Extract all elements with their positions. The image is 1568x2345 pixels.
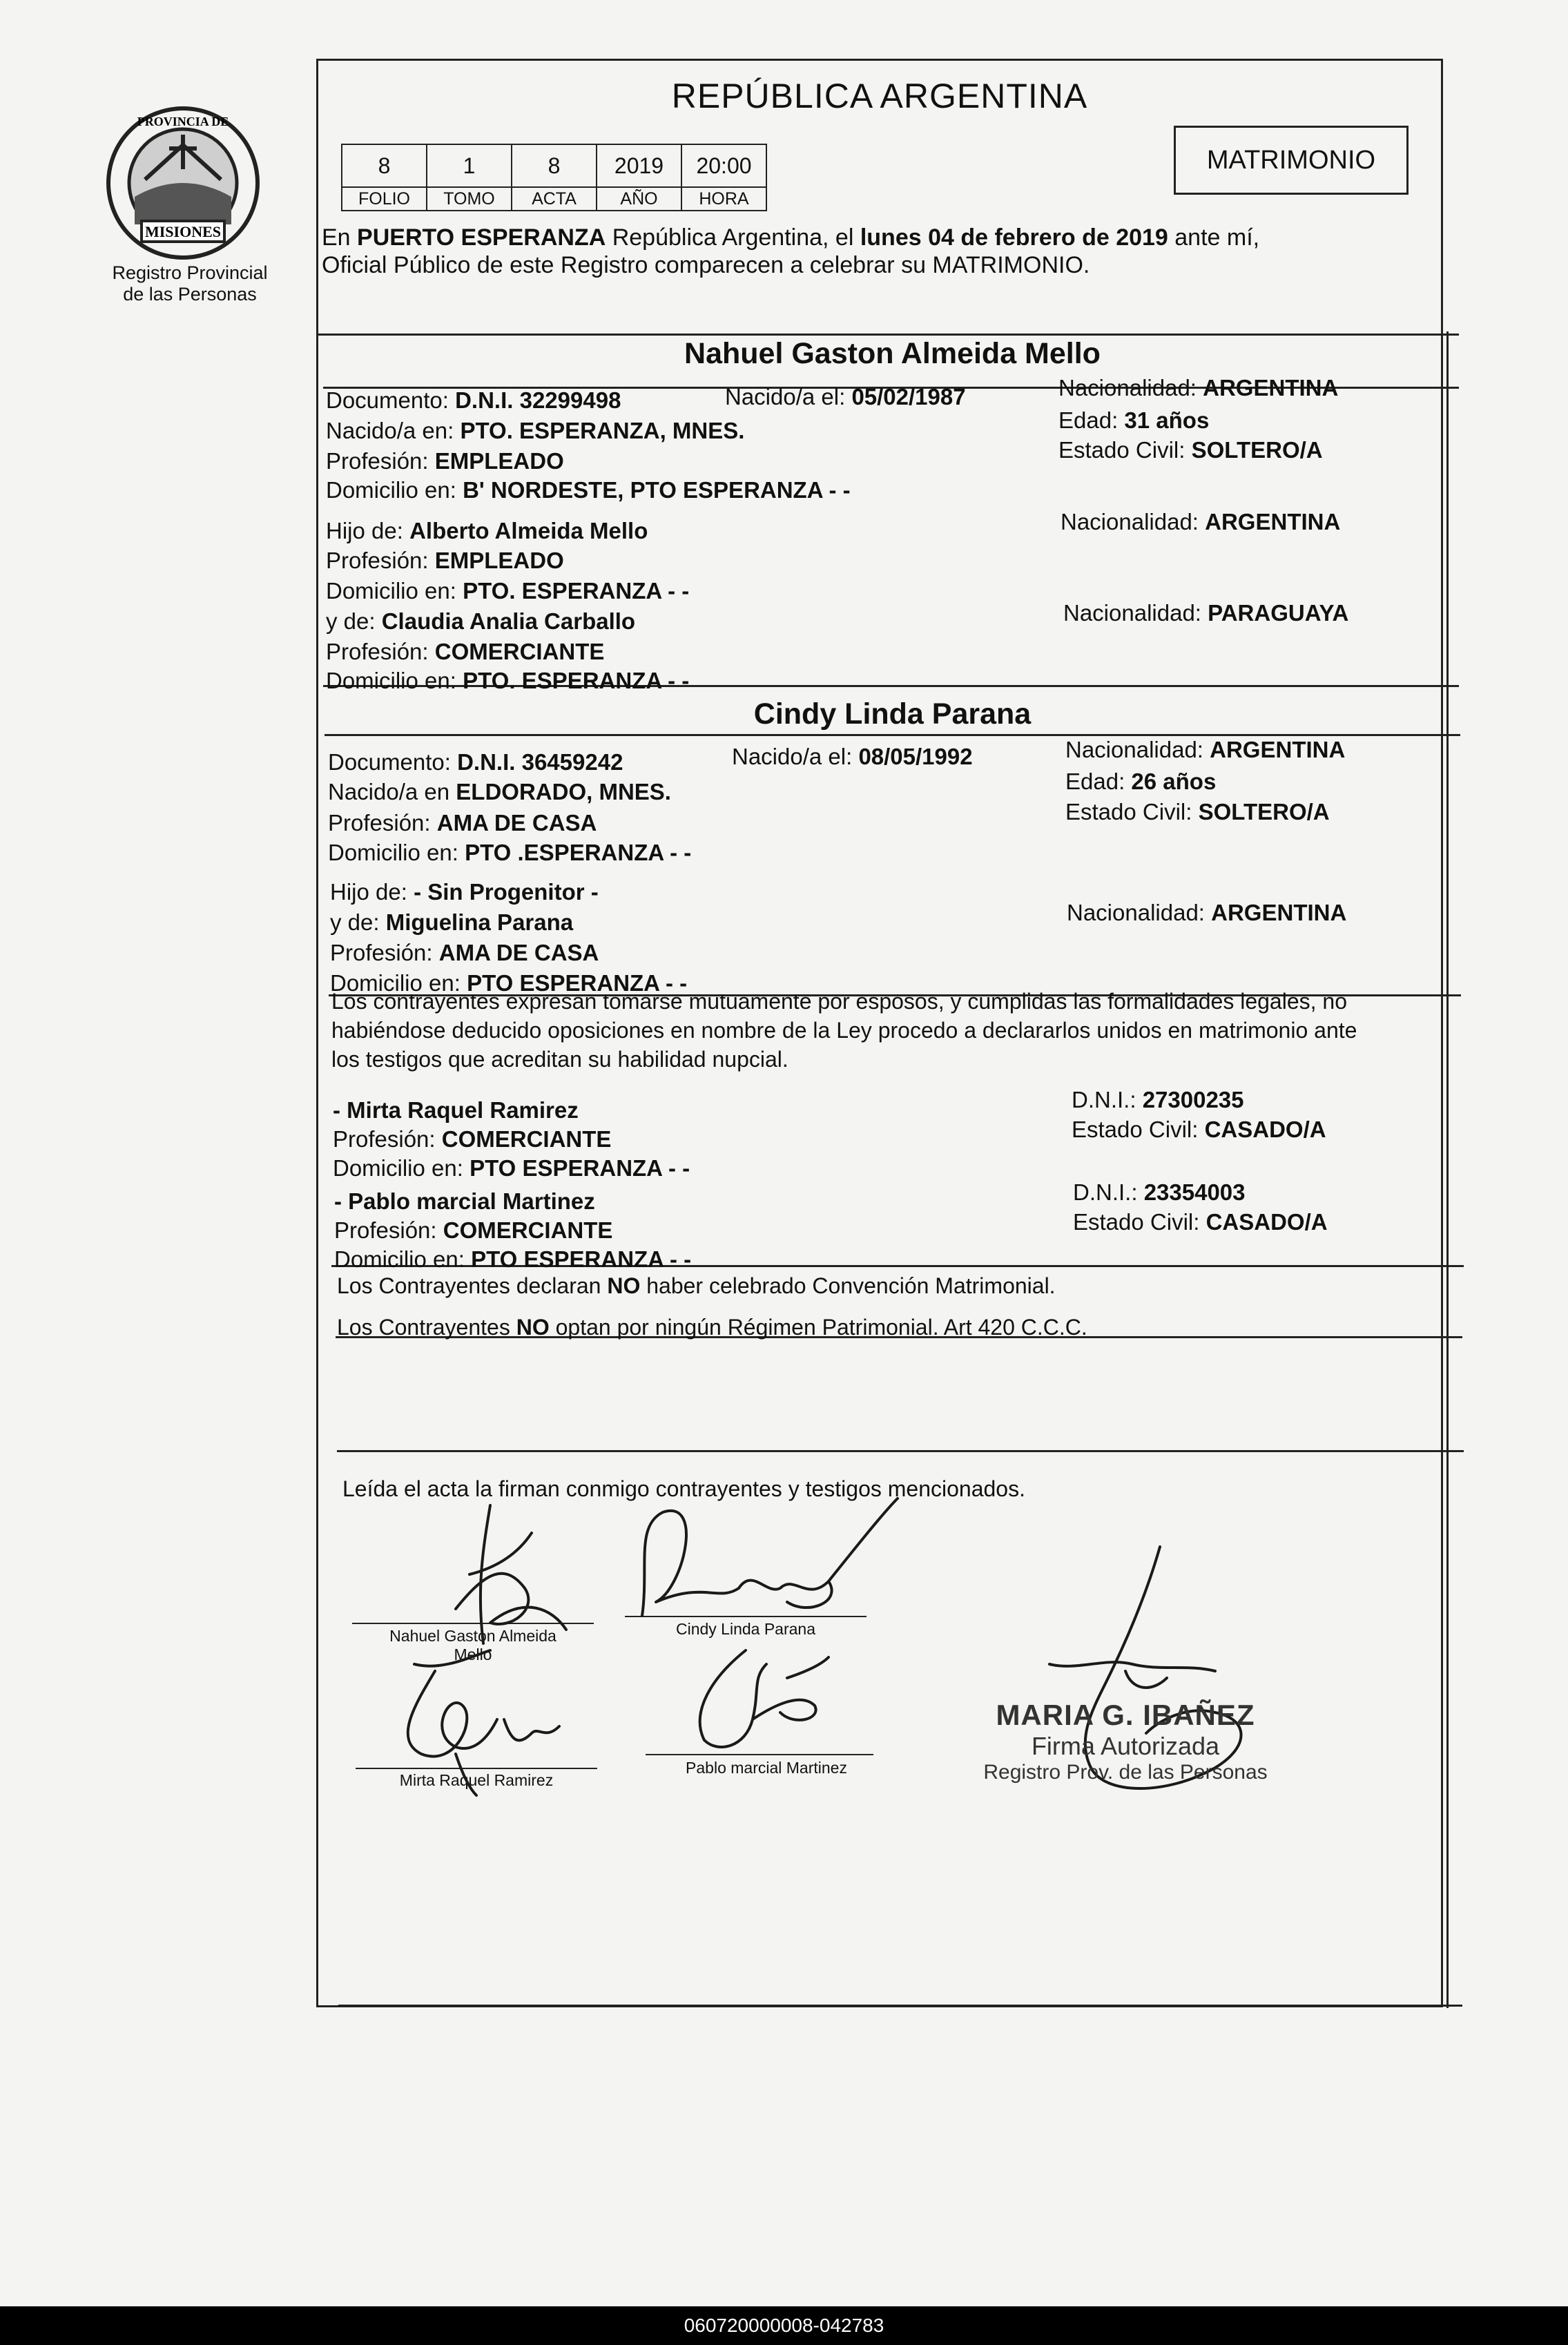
groom-signature-caption-1: Nahuel Gaston Almeida — [389, 1627, 556, 1645]
bride-madre-nacionalidad-value: ARGENTINA — [1211, 900, 1347, 925]
declaration-line1: Los contrayentes expresan tomarse mutuamente por esposos, y cumplidas las formalidades legales, no — [331, 989, 1347, 1014]
witness2-estado-value: CASADO/A — [1206, 1209, 1328, 1235]
witness2-profesion-value: COMERCIANTE — [443, 1217, 613, 1243]
groom-nacionalidad-label: Nacionalidad: — [1058, 375, 1203, 401]
witness1-domicilio — [333, 1153, 690, 1184]
witness1-domicilio-label: Domicilio en: — [333, 1155, 470, 1181]
witness1-estado-label: Estado Civil: — [1072, 1117, 1205, 1142]
intro-date: lunes 04 de febrero de 2019 — [860, 224, 1168, 251]
groom-estado-label: Estado Civil: — [1058, 437, 1192, 463]
bride-madre-value: Miguelina Parana — [385, 909, 574, 935]
acta-value: 8 — [512, 144, 597, 187]
regimen-l1-pre: Los Contrayentes declaran — [337, 1273, 608, 1298]
bride-documento — [328, 747, 623, 778]
witness1-domicilio-value: PTO ESPERANZA - - — [470, 1155, 690, 1181]
groom-profesion — [326, 446, 564, 476]
groom-signature-caption-2: Mello — [454, 1646, 492, 1663]
bride-signature-caption: Cindy Linda Parana — [675, 1620, 816, 1638]
groom-domicilio-value: B' NORDESTE, PTO ESPERANZA - - — [463, 477, 851, 503]
groom-documento — [326, 385, 621, 416]
witness1-estado-value: CASADO/A — [1204, 1117, 1326, 1142]
groom-nacido-en-value: PTO. ESPERANZA, MNES. — [460, 418, 745, 443]
groom-profesion-value: EMPLEADO — [434, 448, 564, 474]
groom-edad — [1058, 405, 1209, 436]
seal-ring-bottom: MISIONES — [144, 223, 222, 240]
page-title: REPÚBLICA ARGENTINA — [671, 77, 1088, 115]
bride-nacido-el-value: 08/05/1992 — [858, 744, 973, 769]
regimen-l2-post: optan por ningún Régimen Patrimonial. Art 420 C.C.C. — [549, 1315, 1087, 1340]
bride-nacido-el-label: Nacido/a el: — [732, 744, 859, 769]
bride-nacionalidad-value: ARGENTINA — [1210, 737, 1346, 762]
bride-madre-domicilio-value: PTO ESPERANZA - - — [467, 970, 688, 996]
groom-madre-profesion-label: Profesión: — [326, 639, 435, 664]
groom-madre-profesion — [326, 637, 604, 667]
groom-nacido-el-value: 05/02/1987 — [851, 384, 966, 409]
anio-label: AÑO — [597, 187, 681, 211]
witness1-dni-label: D.N.I.: — [1072, 1087, 1143, 1112]
groom-nacido-el — [725, 382, 966, 412]
groom-padre-domicilio-value: PTO. ESPERANZA - - — [463, 578, 690, 604]
witness2-dni-value: 23354003 — [1143, 1179, 1246, 1205]
bride-domicilio — [328, 838, 691, 868]
groom-nacionalidad-value: ARGENTINA — [1203, 375, 1339, 401]
witness1-profesion — [333, 1124, 611, 1155]
groom-padre-value: Alberto Almeida Mello — [409, 518, 648, 543]
doc-type-box: MATRIMONIO — [1174, 126, 1409, 195]
bride-edad — [1065, 766, 1216, 797]
bride-y-de — [330, 907, 573, 938]
acta-label: ACTA — [512, 187, 597, 211]
regimen-line2 — [337, 1312, 1087, 1342]
groom-y-de — [326, 606, 635, 637]
groom-padre-nacionalidad — [1061, 507, 1340, 537]
province-seal-logo — [104, 104, 262, 262]
groom-hijo-de-label: Hijo de: — [326, 518, 410, 543]
bride-estado — [1065, 797, 1330, 827]
groom-nacido-en-label: Nacido/a en: — [326, 418, 461, 443]
stamp-name: MARIA G. IBAÑEZ — [996, 1699, 1255, 1731]
seal-caption-line1: Registro Provincial — [112, 262, 268, 283]
bride-estado-label: Estado Civil: — [1065, 799, 1199, 824]
regimen-l1-no: NO — [607, 1273, 641, 1298]
witness1-dni-value: 27300235 — [1142, 1087, 1244, 1112]
bride-documento-label: Documento: — [328, 749, 458, 775]
bride-estado-value: SOLTERO/A — [1198, 799, 1330, 824]
groom-padre-nacionalidad-label: Nacionalidad: — [1061, 509, 1206, 534]
official-stamp — [980, 1699, 1270, 1784]
groom-nacionalidad — [1058, 373, 1338, 403]
witness2-estado-label: Estado Civil: — [1073, 1209, 1206, 1235]
groom-estado-value: SOLTERO/A — [1191, 437, 1323, 463]
bride-signature-scribble — [621, 1485, 911, 1650]
witness1-dni — [1072, 1085, 1244, 1115]
groom-domicilio-label: Domicilio en: — [326, 477, 463, 503]
groom-documento-label: Documento: — [326, 387, 456, 413]
bride-madre-profesion-value: AMA DE CASA — [438, 940, 599, 965]
witness2-profesion — [334, 1215, 612, 1246]
intro-post: ante mí, — [1168, 224, 1260, 251]
folio-value: 8 — [342, 144, 427, 187]
bride-nacido-en-label: Nacido/a en — [328, 779, 456, 804]
witness1-estado — [1072, 1114, 1326, 1145]
groom-padre-domicilio-label: Domicilio en: — [326, 578, 463, 604]
intro-mid: República Argentina, el — [606, 224, 860, 251]
bride-madre-profesion-label: Profesión: — [330, 940, 439, 965]
groom-madre-nacionalidad — [1063, 598, 1348, 628]
divider-header — [316, 334, 1459, 336]
witness2-dni-label: D.N.I.: — [1073, 1179, 1144, 1205]
groom-domicilio — [326, 475, 851, 505]
bride-edad-label: Edad: — [1065, 769, 1132, 794]
declaration-line3: los testigos que acreditan su habilidad nupcial. — [331, 1047, 788, 1072]
groom-edad-label: Edad: — [1058, 407, 1125, 433]
groom-name: Nahuel Gaston Almeida Mello — [684, 337, 1101, 370]
bride-madre-nacionalidad-label: Nacionalidad: — [1067, 900, 1212, 925]
regimen-line1 — [337, 1271, 1056, 1301]
groom-y-de-label: y de: — [326, 608, 382, 634]
groom-nacido-el-label: Nacido/a el: — [725, 384, 852, 409]
bride-nacido-el — [732, 742, 973, 772]
tomo-value: 1 — [427, 144, 512, 187]
acta-meta-table — [341, 144, 767, 211]
signatures-intro: Leída el acta la firman conmigo contrayentes y testigos mencionados. — [342, 1476, 1025, 1501]
bride-profesion — [328, 808, 597, 838]
groom-nacido-en — [326, 416, 744, 446]
groom-madre-profesion-value: COMERCIANTE — [434, 639, 605, 664]
bride-edad-value: 26 años — [1131, 769, 1217, 794]
bride-hijo-de-label: Hijo de: — [330, 879, 414, 905]
witness2-name: - Pablo marcial Martinez — [334, 1188, 595, 1214]
witness1-signature-scribble — [373, 1643, 594, 1802]
witness1-name: - Mirta Raquel Ramirez — [333, 1097, 579, 1123]
groom-padre-profesion — [326, 546, 564, 576]
bride-domicilio-label: Domicilio en: — [328, 840, 465, 865]
seal-ring-top: PROVINCIA DE — [137, 115, 229, 128]
witness2-signature-caption: Pablo marcial Martinez — [686, 1759, 847, 1777]
groom-madre-value: Claudia Analia Carballo — [381, 608, 636, 634]
groom-madre-domicilio-value: PTO. ESPERANZA - - — [463, 668, 690, 693]
folio-label: FOLIO — [342, 187, 427, 211]
bride-padre-value: - Sin Progenitor - — [414, 879, 599, 905]
intro-line2: Oficial Público de este Registro comparecen a celebrar su MATRIMONIO. — [322, 252, 1090, 278]
bride-madre-nacionalidad — [1067, 898, 1346, 928]
frame-right-edge — [1446, 331, 1449, 2008]
groom-madre-nacionalidad-value: PARAGUAYA — [1208, 600, 1349, 626]
stamp-org: Registro Prov. de las Personas — [983, 1761, 1268, 1784]
groom-padre-nacionalidad-value: ARGENTINA — [1205, 509, 1341, 534]
groom-estado — [1058, 435, 1323, 465]
seal-caption — [83, 262, 297, 305]
bride-hijo-de — [330, 877, 599, 907]
hora-value: 20:00 — [681, 144, 766, 187]
groom-madre-nacionalidad-label: Nacionalidad: — [1063, 600, 1208, 626]
witness2-signature-scribble — [649, 1637, 870, 1775]
groom-hijo-de — [326, 516, 648, 546]
witness2-profesion-label: Profesión: — [334, 1217, 443, 1243]
bride-profesion-value: AMA DE CASA — [436, 810, 597, 836]
witness2-domicilio-value: PTO ESPERANZA - - — [471, 1246, 692, 1272]
regimen-l1-post: haber celebrado Convención Matrimonial. — [640, 1273, 1056, 1298]
groom-documento-value: D.N.I. 32299498 — [455, 387, 621, 413]
witness2-domicilio-label: Domicilio en: — [334, 1246, 472, 1272]
tomo-label: TOMO — [427, 187, 512, 211]
footer-barcode-text: 060720000008-042783 — [0, 2306, 1568, 2345]
witness2-dni — [1073, 1177, 1246, 1208]
bride-nacido-en — [328, 777, 671, 807]
bride-nacionalidad — [1065, 735, 1345, 765]
witness1-profesion-value: COMERCIANTE — [441, 1126, 612, 1152]
intro-line1 — [322, 222, 1259, 253]
groom-edad-value: 31 años — [1124, 407, 1210, 433]
stamp-role: Firma Autorizada — [1031, 1732, 1220, 1760]
bride-profesion-label: Profesión: — [328, 810, 437, 836]
regimen-l2-no: NO — [516, 1315, 550, 1340]
divider-signatures — [337, 1450, 1464, 1452]
regimen-l2-pre: Los Contrayentes — [337, 1315, 516, 1340]
witness2-estado — [1073, 1207, 1328, 1237]
frame-bottom-edge — [338, 2005, 1462, 2007]
intro-pre: En — [322, 224, 358, 251]
groom-profesion-label: Profesión: — [326, 448, 435, 474]
witness1-signature-caption: Mirta Raquel Ramirez — [399, 1771, 554, 1789]
intro-city: PUERTO ESPERANZA — [357, 224, 606, 251]
bride-name: Cindy Linda Parana — [753, 697, 1032, 731]
hora-label: HORA — [681, 187, 766, 211]
groom-padre-domicilio — [326, 576, 689, 606]
groom-madre-domicilio — [326, 666, 689, 696]
witness1-profesion-label: Profesión: — [333, 1126, 442, 1152]
bride-domicilio-value: PTO .ESPERANZA - - — [465, 840, 692, 865]
groom-padre-profesion-label: Profesión: — [326, 548, 435, 573]
bride-madre-domicilio-label: Domicilio en: — [330, 970, 467, 996]
seal-caption-line2: de las Personas — [123, 284, 257, 305]
groom-madre-domicilio-label: Domicilio en: — [326, 668, 463, 693]
groom-padre-profesion-value: EMPLEADO — [434, 548, 564, 573]
bride-nacionalidad-label: Nacionalidad: — [1065, 737, 1210, 762]
bride-nacido-en-value: ELDORADO, MNES. — [456, 779, 671, 804]
bride-madre-profesion — [330, 938, 599, 968]
declaration-line2: habiéndose deducido oposiciones en nombre de la Ley procedo a declararlos unidos en matrimonio ante — [331, 1018, 1357, 1043]
bride-y-de-label: y de: — [330, 909, 386, 935]
bride-documento-value: D.N.I. 36459242 — [457, 749, 623, 775]
anio-value: 2019 — [597, 144, 681, 187]
